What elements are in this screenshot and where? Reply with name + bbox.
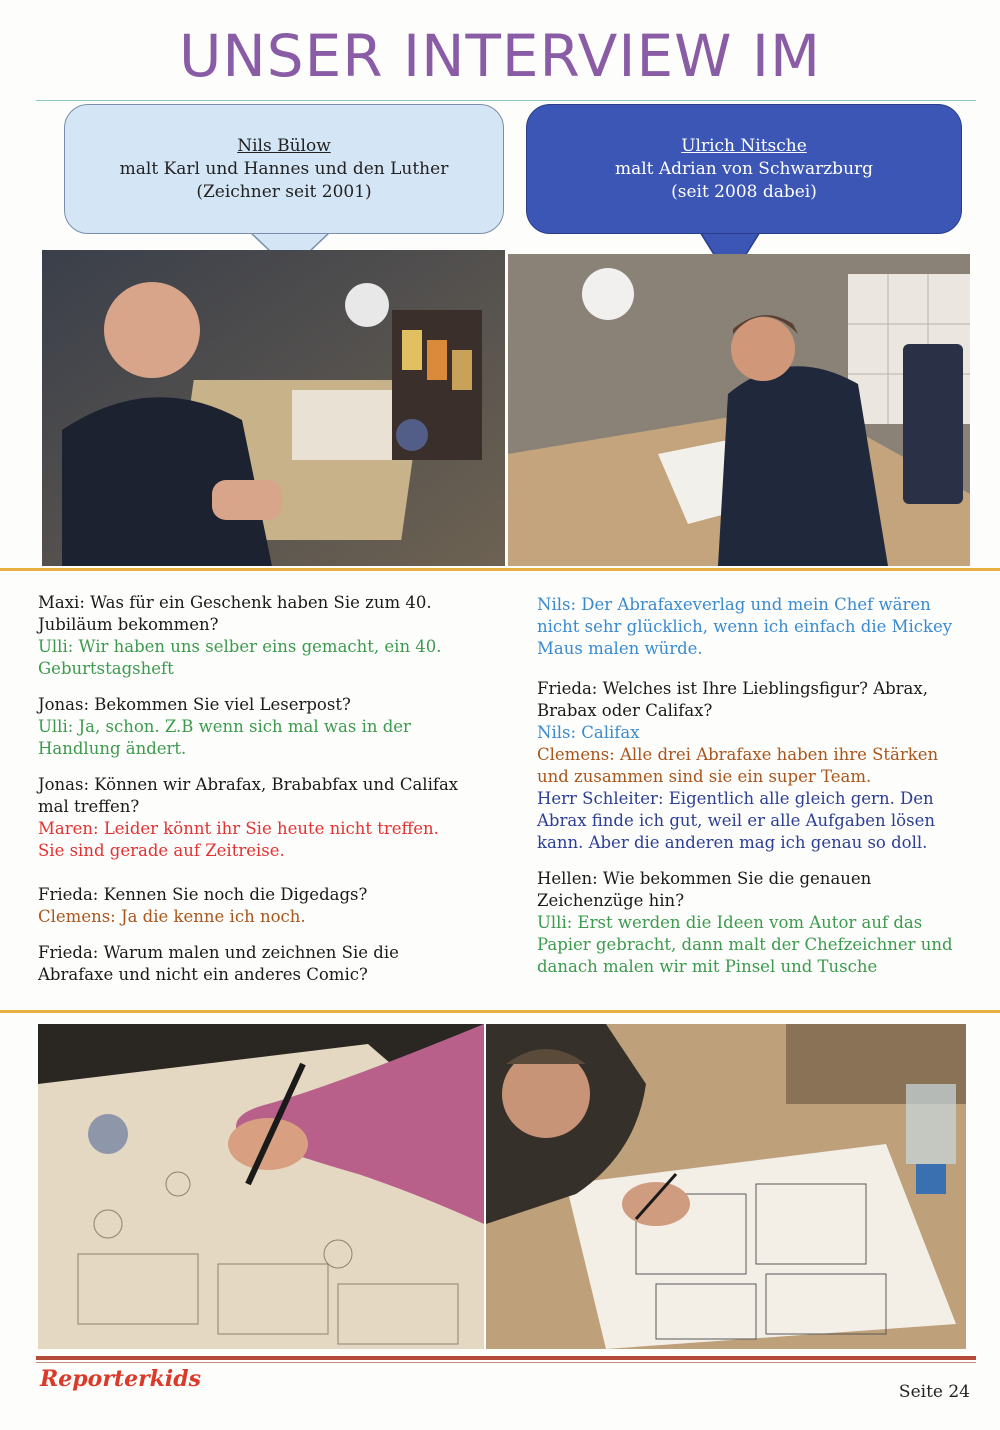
answer (537, 722, 973, 744)
answer-text: Ja die kenne ich noch. (115, 907, 306, 926)
section-divider-top (0, 568, 1000, 571)
answer-text: Leider könnt ihr Sie heute nicht treffen. Sie sind gerade auf Zeitreise. (38, 819, 439, 860)
qa-block (537, 594, 973, 660)
qa-block (537, 868, 973, 978)
answer (38, 906, 466, 928)
answer-speaker: Nils: (537, 723, 577, 742)
answer-text: Der Abrafaxeverlag und mein Chef wären nicht sehr glücklich, wenn ich einfach die Mickey Maus malen würde. (537, 595, 953, 658)
answer-text: Wir haben uns selber eins gemacht, ein 40. Geburtstagsheft (38, 637, 442, 678)
answer (537, 788, 973, 854)
qa-block (38, 942, 466, 986)
page-title: UNSER INTERVIEW IM (178, 22, 822, 90)
question: Jonas: Können wir Abrafax, Brababfax und Califax mal treffen? (38, 775, 459, 816)
footer-divider (36, 1356, 976, 1360)
answer-speaker: Herr Schleiter: (537, 789, 664, 808)
footer-divider-thin (36, 1362, 976, 1363)
artist-role-ulrich: malt Adrian von Schwarzburg (614, 159, 874, 179)
photo-ulrich-at-desk (508, 254, 970, 566)
photo-nils-at-desk (42, 250, 505, 566)
qa-block (38, 884, 466, 928)
qa-block (38, 694, 466, 760)
answer (38, 636, 466, 680)
answer-speaker: Nils: (537, 595, 577, 614)
answer-text: Eigentlich alle gleich gern. Den Abrax finde ich gut, weil er alle Aufgaben lösen kann. Aber die anderen mag ich genau so doll. (537, 789, 935, 852)
page-number: Seite 24 (898, 1382, 970, 1402)
artist-name-ulrich: Ulrich Nitsche (681, 136, 807, 156)
answer-text: Califax (576, 723, 640, 742)
answer (537, 912, 973, 978)
question: Maxi: Was für ein Geschenk haben Sie zum 40. Jubiläum bekommen? (38, 593, 432, 634)
answer-speaker: Ulli: (38, 637, 74, 656)
answer (537, 594, 973, 660)
speech-bubble-nils (64, 104, 504, 234)
interview-column-right (537, 594, 973, 992)
answer-speaker: Ulli: (38, 717, 74, 736)
artist-name-nils: Nils Bülow (237, 136, 331, 156)
answer-speaker: Clemens: (38, 907, 116, 926)
question: Hellen: Wie bekommen Sie die genauen Zeichenzüge hin? (537, 869, 872, 910)
answer-text: Alle drei Abrafaxe haben ihre Stärken und zusammen sind sie ein super Team. (537, 745, 939, 786)
answer (38, 716, 466, 760)
answer-speaker: Maren: (38, 819, 99, 838)
answer-text: Ja, schon. Z.B wenn sich mal was in der Handlung ändert. (38, 717, 411, 758)
interview-column-left (38, 592, 466, 1000)
qa-block (38, 774, 466, 862)
question: Frieda: Warum malen und zeichnen Sie die Abrafaxe und nicht ein anderes Comic? (38, 943, 399, 984)
artist-role-nils: malt Karl und Hannes und den Luther (119, 159, 449, 179)
photo-ulrich-inking (486, 1024, 966, 1349)
speech-bubble-ulrich (526, 104, 962, 234)
answer (537, 744, 973, 788)
question: Jonas: Bekommen Sie viel Leserpost? (38, 695, 351, 714)
answer-speaker: Clemens: (537, 745, 615, 764)
section-divider-bottom (0, 1010, 1000, 1013)
reporterkids-logo: Reporterkids (40, 1366, 202, 1392)
qa-block (38, 592, 466, 680)
artist-since-ulrich: (seit 2008 dabei) (671, 182, 817, 202)
qa-block (537, 678, 973, 854)
answer-text: Erst werden die Ideen vom Autor auf das Papier gebracht, dann malt der Chefzeichner und danach malen wir mit Pinsel und Tusche (537, 913, 953, 976)
question: Frieda: Welches ist Ihre Lieblingsfigur? Abrax, Brabax oder Califax? (537, 679, 928, 720)
answer (38, 818, 466, 862)
answer-speaker: Ulli: (537, 913, 573, 932)
photo-hand-drawing (38, 1024, 484, 1349)
question: Frieda: Kennen Sie noch die Digedags? (38, 885, 368, 904)
artist-since-nils: (Zeichner seit 2001) (196, 182, 372, 202)
